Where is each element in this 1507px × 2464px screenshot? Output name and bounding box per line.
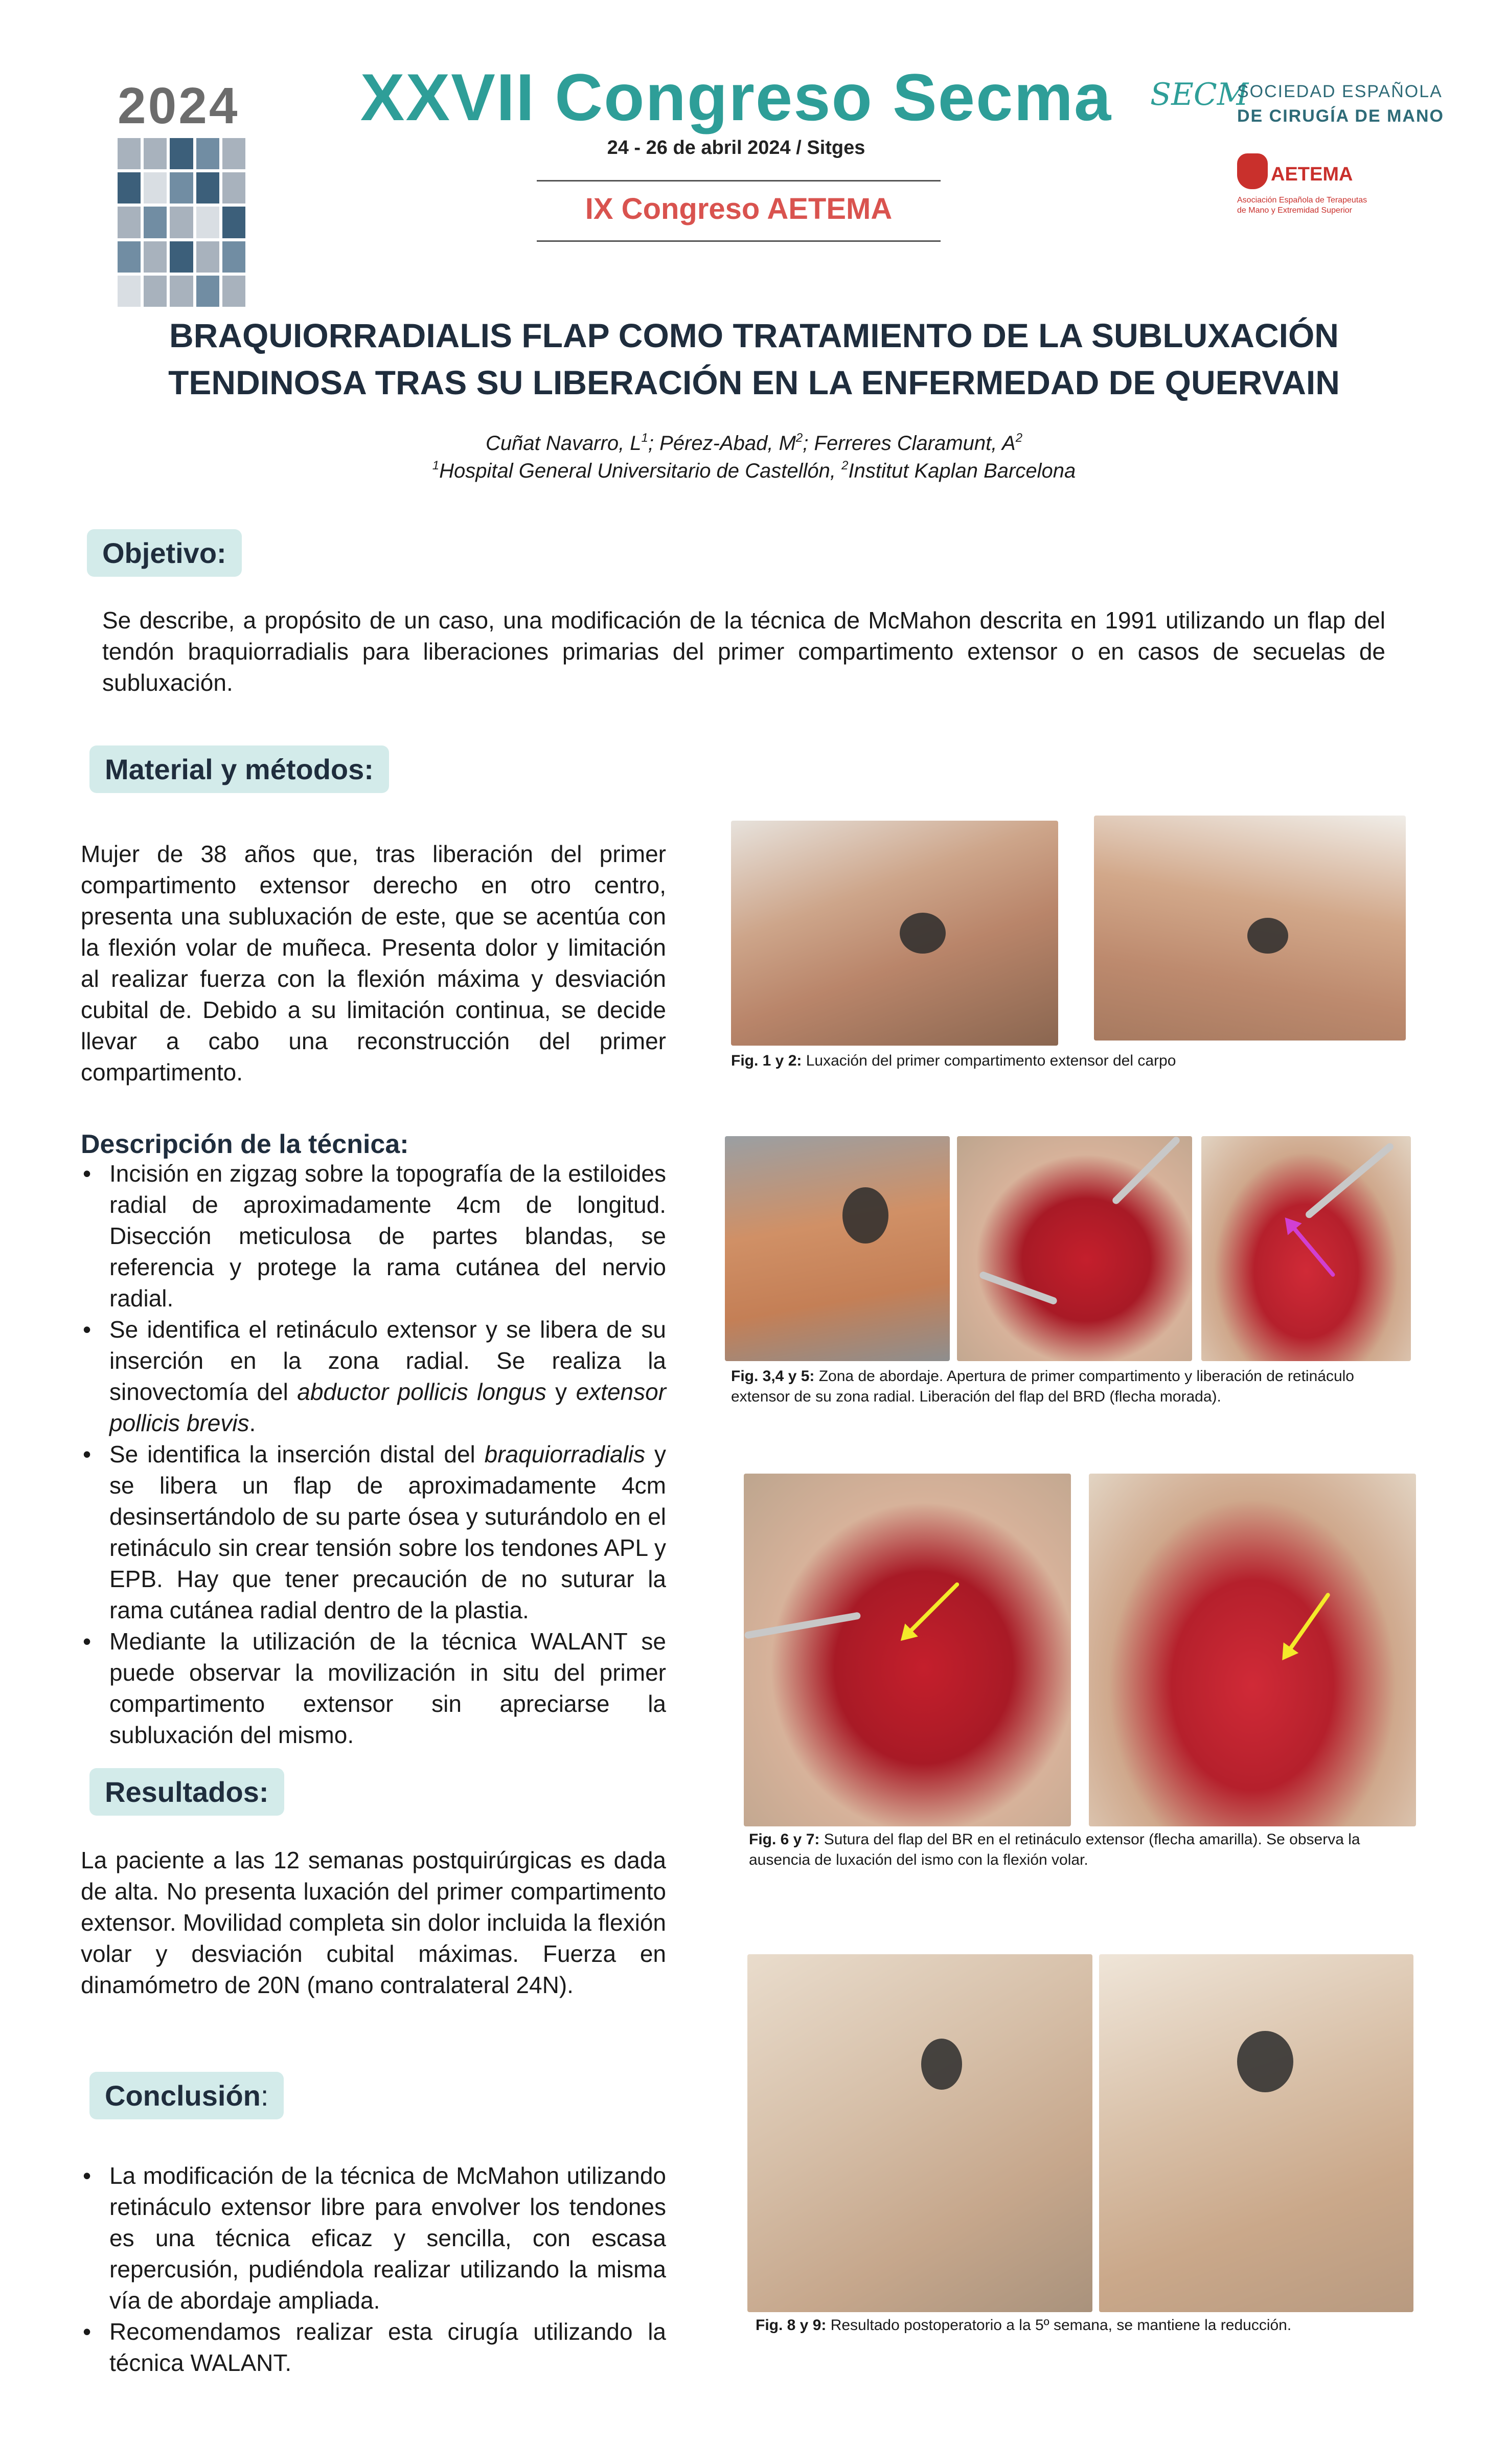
retractor <box>744 1612 861 1639</box>
figure-1-2-text: Luxación del primer compartimento extensor del carpo <box>802 1052 1176 1069</box>
figure-1-2-caption <box>731 1051 1406 1071</box>
affiliation-2: Institut Kaplan Barcelona <box>848 460 1076 482</box>
poster-title-line2: TENDINOSA TRAS SU LIBERACIÓN EN LA ENFERMEDAD DE QUERVAIN <box>168 364 1340 401</box>
conclusion-list <box>81 2160 666 2379</box>
material-heading: Material y métodos: <box>89 745 389 793</box>
author-2: ; Pérez-Abad, M <box>648 432 796 455</box>
tecnica-item-3-b: y se libera un flap de aproximadamente 4cm desinsertándolo de su parte ósea y suturándolo en el retináculo sin crear tensión sobre los tendones APL y EPB. Hay que tener precaución de no suturar la rama cutánea radial dentro de la plastia. <box>109 1441 666 1623</box>
tattoo-mark <box>900 913 946 954</box>
tattoo-mark <box>921 2039 962 2090</box>
objetivo-heading: Objetivo: <box>87 529 242 577</box>
figure-3-4-5-text: Zona de abordaje. Apertura de primer compartimento y liberación de retináculo extensor de su zona radial. Liberación del flap del BRD (flecha morada). <box>731 1368 1354 1405</box>
figure-7-photo <box>1089 1474 1416 1826</box>
retractor <box>1304 1142 1395 1219</box>
yellow-arrow-icon <box>903 1581 960 1639</box>
resultados-text: La paciente a las 12 semanas postquirúrgicas es dada de alta. No presenta luxación del primer compartimento extensor. Movilidad completa sin dolor incluida la flexión volar y desviación cubital máximas. Fuerza en dinamómetro de 20N (mano contralateral 24N). <box>81 1847 666 1998</box>
aetema-logo-name: AETEMA <box>1271 164 1353 185</box>
author-1: Cuñat Navarro, L <box>485 432 642 455</box>
figure-6-7-text: Sutura del flap del BR en el retináculo extensor (flecha amarilla). Se observa la ausencia de luxación del ismo con la flexión volar. <box>749 1831 1360 1868</box>
tecnica-item-1: • Incisión en zigzag sobre la topografía de la estiloides radial de aproximadamente 4cm de longitud. Disección meticulosa de partes blandas, se referencia y protege la rama cutánea del nervio radial. <box>81 1158 666 1314</box>
aetema-congress-title: IX Congreso AETEMA <box>585 192 893 225</box>
figure-5-photo <box>1201 1136 1411 1361</box>
secm-name-line2: DE CIRUGÍA DE MANO <box>1237 106 1444 126</box>
purple-arrow-icon <box>1287 1220 1336 1277</box>
header-divider-top <box>537 180 941 182</box>
material-text: Mujer de 38 años que, tras liberación del primer compartimento extensor derecho en otro centro, presenta una subluxación de este, que se acentúa con la flexión volar de muñeca. Presenta dolor y limitación al realizar fuerza con la flexión máxima y desviación cubital de. Debido a su limitación continua, se decide llevar a cabo una reconstrucción del primer compartimento. <box>81 841 666 1086</box>
secm-mark: SECM <box>1150 77 1249 112</box>
secm-name-line1: SOCIEDAD ESPAÑOLA <box>1237 82 1443 101</box>
yellow-arrow-icon <box>1284 1592 1331 1657</box>
figure-3-photo <box>725 1136 950 1361</box>
aetema-logo-subtitle: Asociación Española de Terapeutas de Mano y Extremidad Superior <box>1237 196 1367 215</box>
figure-4-photo <box>957 1136 1192 1361</box>
conclusion-item-1: • La modificación de la técnica de McMahon utilizando retináculo extensor libre para envolver los tendones es una técnica eficaz y sencilla, con escasa repercusión, pudiéndola realizar utilizando la misma vía de abordaje ampliada. <box>81 2160 666 2316</box>
tecnica-heading: Descripción de la técnica: <box>81 1129 409 1159</box>
congress-dates: 24 - 26 de abril 2024 / Sitges <box>607 137 865 159</box>
tecnica-item-2-a: Se identifica el retináculo extensor y se libera de su inserción en la zona radial. Se realiza la sinovectomía del <box>109 1316 666 1405</box>
header-divider-bottom <box>537 240 941 242</box>
tattoo-mark <box>842 1187 888 1244</box>
retractor <box>1111 1136 1181 1206</box>
conclusion-heading-text: Conclusión <box>105 2079 261 2112</box>
figure-8-photo <box>747 1954 1092 2312</box>
aetema-logo <box>1237 153 1370 225</box>
tecnica-item-3-a: Se identifica la inserción distal del <box>109 1441 485 1467</box>
figure-6-photo <box>744 1474 1071 1826</box>
author-3-sup: 2 <box>1015 431 1023 445</box>
figure-9-photo <box>1099 1954 1413 2312</box>
figure-2-photo <box>1094 816 1406 1041</box>
affiliation-1: Hospital General Universitario de Castellón, <box>439 460 842 482</box>
hand-icon <box>1237 153 1268 189</box>
objetivo-text: Se describe, a propósito de un caso, una modificación de la técnica de McMahon descrita en 1991 utilizando un flap del tendón braquiorradialis para liberaciones primarias del primer compartimento extensor o en casos de secuelas de subluxación. <box>102 607 1385 696</box>
congress-2024-logo <box>102 61 256 261</box>
retractor <box>978 1271 1058 1305</box>
conclusion-item-2: • Recomendamos realizar esta cirugía utilizando la técnica WALANT. <box>81 2316 666 2379</box>
photo-collage-logo <box>118 138 245 307</box>
tattoo-mark <box>1237 2031 1293 2092</box>
figure-8-9-caption <box>756 2315 1415 2336</box>
figure-3-4-5-label: Fig. 3,4 y 5: <box>731 1368 815 1385</box>
tecnica-item-4: • Mediante la utilización de la técnica WALANT se puede observar la movilización in situ del primer compartimento extensor sin apreciarse la subluxación del mismo. <box>81 1626 666 1751</box>
tecnica-item-3 <box>81 1439 666 1626</box>
affiliation-1-sup: 1 <box>432 459 440 472</box>
congress-title: XXVII Congreso Secma <box>360 60 1112 134</box>
figure-8-9-label: Fig. 8 y 9: <box>756 2317 827 2334</box>
figure-6-7-caption <box>749 1829 1413 1870</box>
tecnica-item-2-epb: extensor pollicis brevis <box>109 1378 667 1436</box>
author-2-sup: 2 <box>795 431 803 445</box>
figure-3-4-5-caption <box>731 1366 1411 1407</box>
tecnica-item-3-brd: braquiorradialis <box>484 1441 646 1467</box>
conclusion-heading <box>89 2072 284 2119</box>
affiliations <box>153 452 1355 485</box>
figure-6-7-label: Fig. 6 y 7: <box>749 1831 820 1848</box>
resultados-heading: Resultados: <box>89 1768 284 1816</box>
figure-8-9-text: Resultado postoperatorio a la 5º semana, se mantiene la reducción. <box>826 2317 1292 2334</box>
figure-1-photo <box>731 821 1058 1046</box>
year-logo-text: 2024 <box>118 77 240 134</box>
secm-logo <box>1150 66 1457 138</box>
affiliation-2-sup: 2 <box>841 459 849 472</box>
tecnica-item-2-c: . <box>249 1410 256 1436</box>
poster-title-line1: BRAQUIORRADIALIS FLAP COMO TRATAMIENTO DE LA SUBLUXACIÓN <box>169 317 1339 354</box>
conclusion-heading-colon: : <box>260 2079 269 2112</box>
tecnica-item-2 <box>81 1314 666 1439</box>
figure-1-2-label: Fig. 1 y 2: <box>731 1052 802 1069</box>
tecnica-item-2-apl: abductor pollicis longus <box>297 1378 546 1405</box>
tattoo-mark <box>1247 918 1288 954</box>
author-3: ; Ferreres Claramunt, A <box>803 432 1016 455</box>
tecnica-list <box>81 1158 666 1751</box>
author-1-sup: 1 <box>641 431 648 445</box>
tecnica-item-2-b: y <box>546 1378 576 1405</box>
poster-title <box>102 312 1406 406</box>
